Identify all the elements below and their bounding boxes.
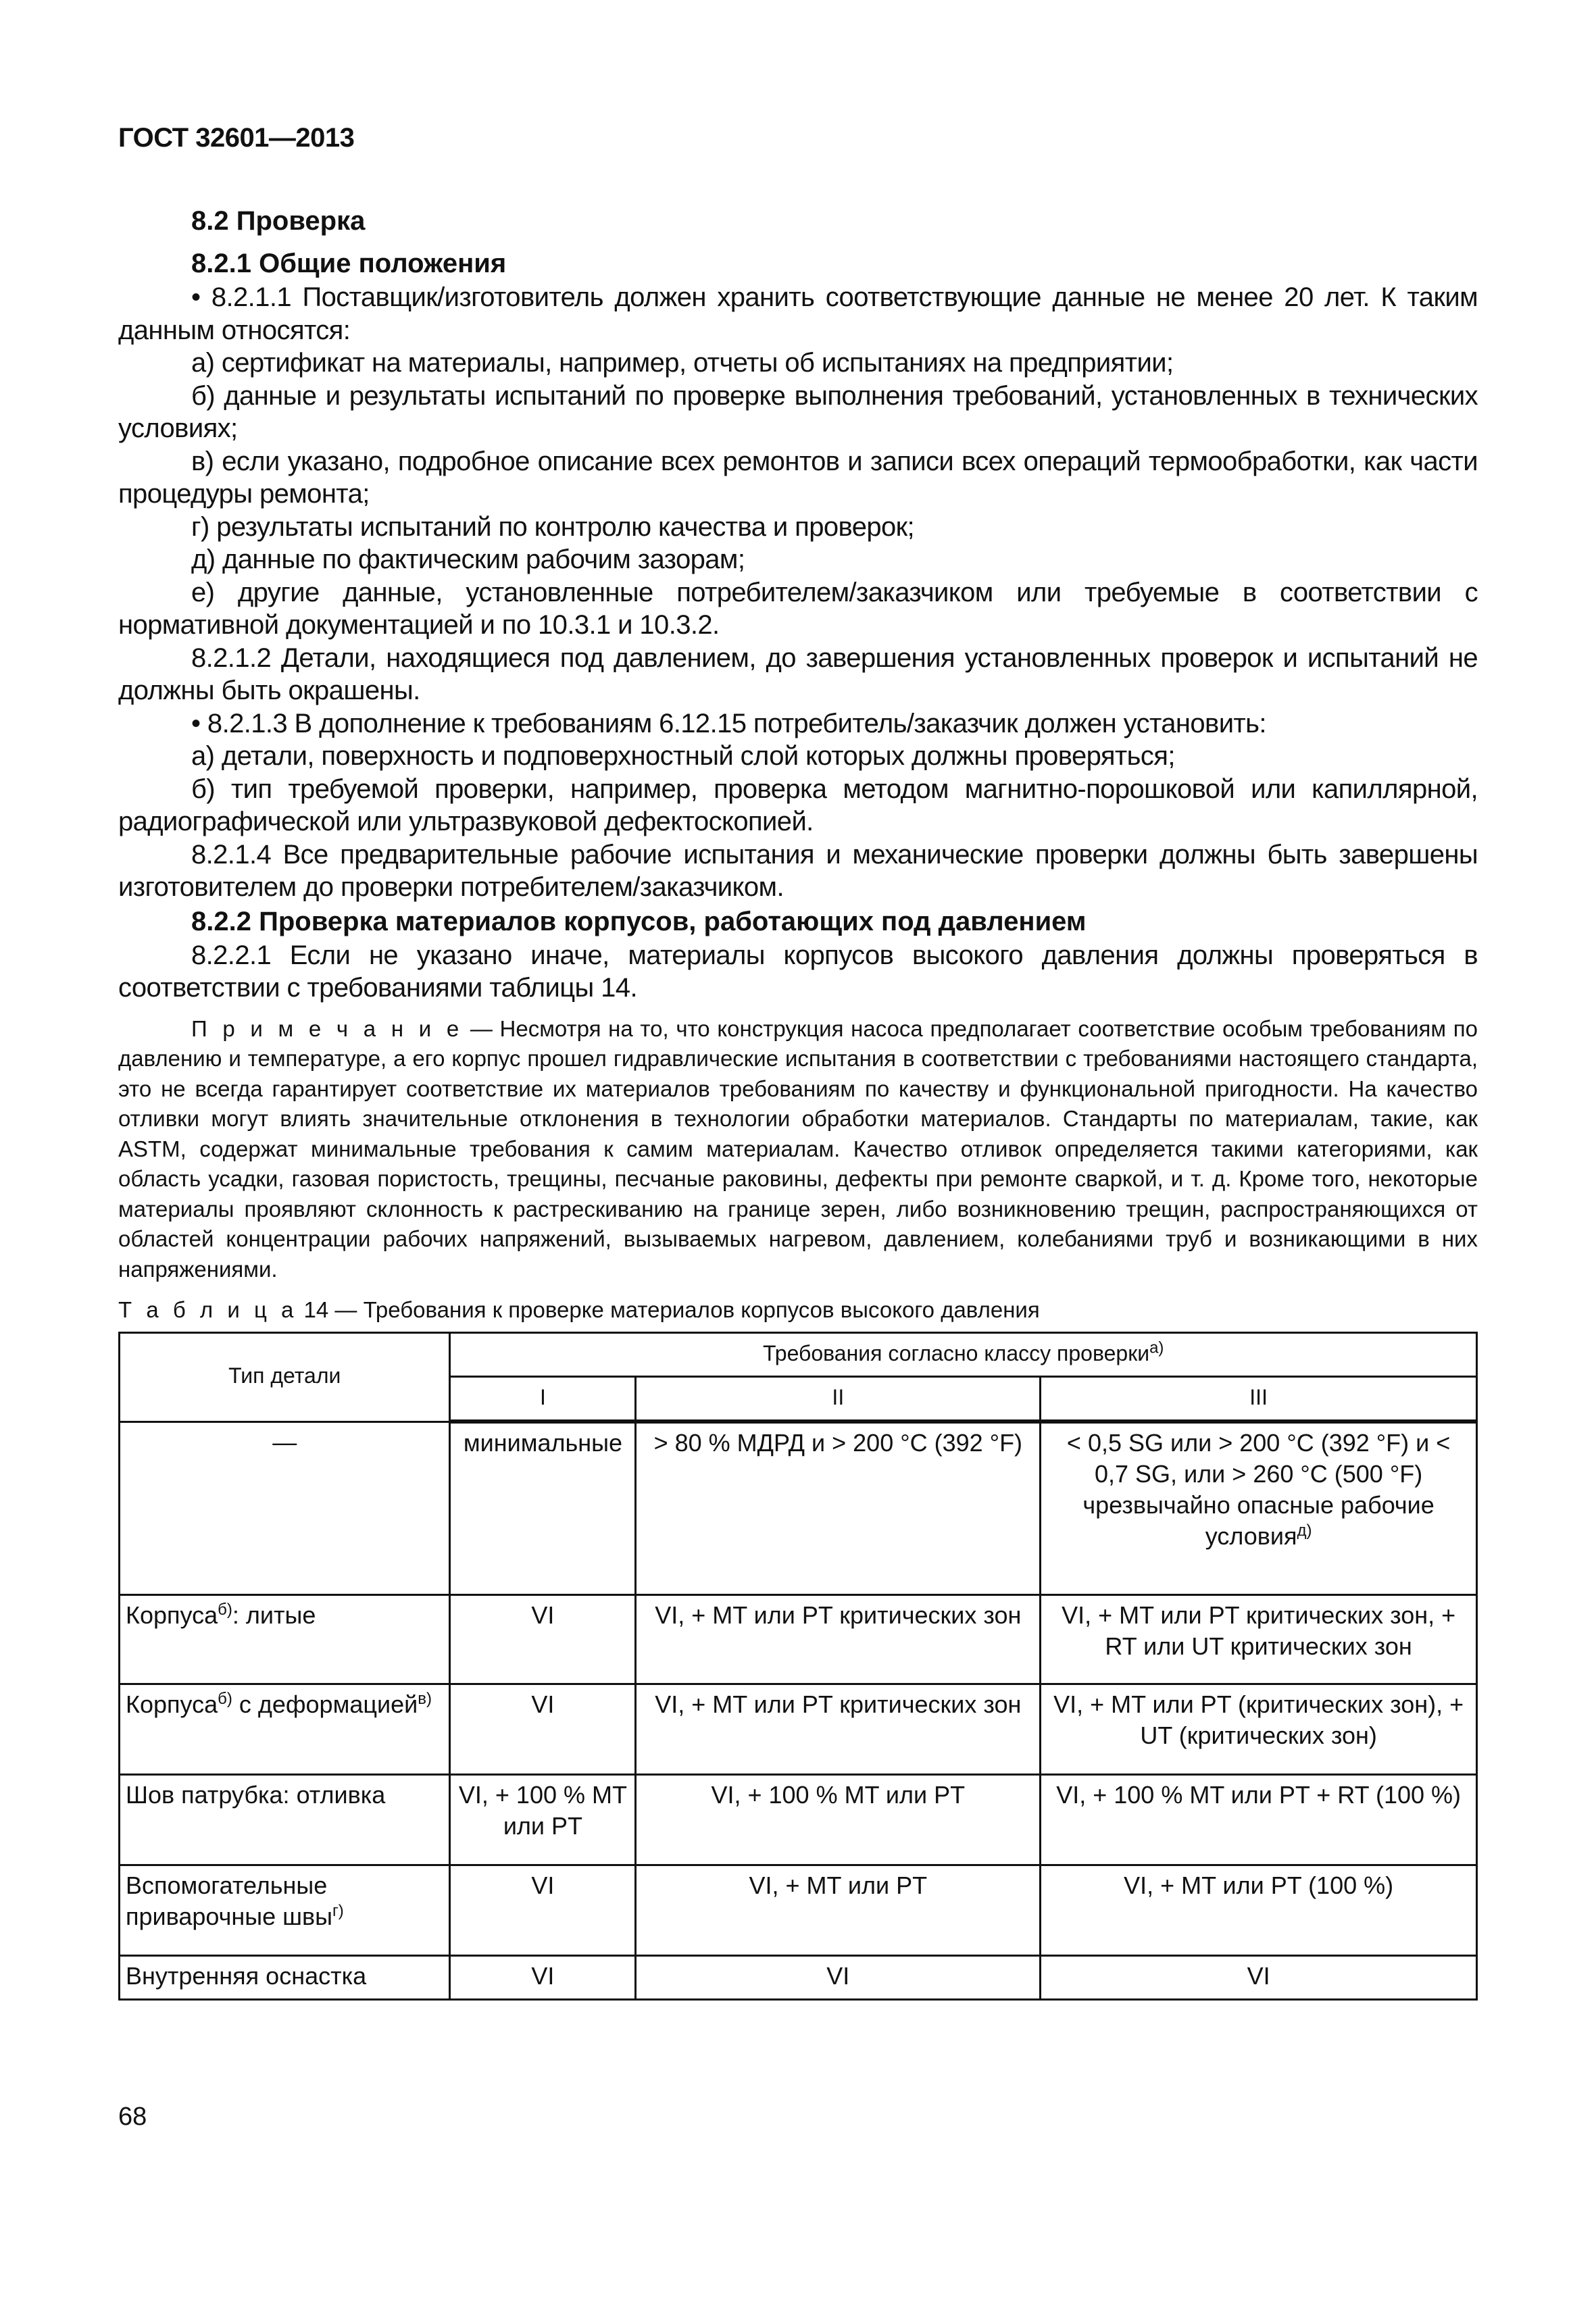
cell-class-1: VI (450, 1955, 636, 1999)
cell-footnote: в) (418, 1689, 432, 1708)
paragraph-8-2-1-2: 8.2.1.2 Детали, находящиеся под давлением, до завершения установленных проверок и испытаний не должны быть окрашены. (118, 643, 1478, 705)
cell-class-3: VI (1041, 1955, 1477, 1999)
cell-class-3: VI, + MT или PT (100 %) (1041, 1865, 1477, 1955)
table-caption-text: 14 — Требования к проверке материалов корпусов высокого давления (297, 1297, 1040, 1322)
table-row (120, 1684, 1477, 1774)
table-row (120, 1594, 1477, 1684)
cell-class-3: VI, + 100 % MT или PT + RT (100 %) (1041, 1774, 1477, 1865)
paragraph-8-2-1-3: • 8.2.1.3 В дополнение к требованиям 6.12.15 потребитель/заказчик должен установить: (191, 708, 1266, 738)
cell-footnote: д) (1297, 1521, 1312, 1540)
header-class-3: III (1041, 1377, 1477, 1422)
cell-class-1: VI, + 100 % MT или PT (450, 1774, 636, 1865)
note-label: П р и м е ч а н и е (191, 1015, 464, 1041)
header-class-2: II (636, 1377, 1041, 1422)
paragraph-8-2-2-1: 8.2.2.1 Если не указано иначе, материалы корпусов высокого давления должны проверяться в соответствии с требованиями таблицы 14. (118, 940, 1478, 1003)
standard-header: ГОСТ 32601—2013 (118, 123, 355, 153)
table-caption-label: Т а б л и ц а (118, 1297, 298, 1322)
table-header-row (120, 1333, 1477, 1377)
cell-class-1: VI (450, 1594, 636, 1684)
cell-part: — (120, 1422, 450, 1594)
note-paragraph (118, 1014, 1478, 1285)
table-row (120, 1865, 1477, 1955)
table-row (120, 1774, 1477, 1865)
cell-class-1: минимальные (450, 1422, 636, 1594)
subsection-title-general: 8.2.1 Общие положения (191, 249, 507, 278)
cell-class-2: VI, + MT или PT критических зон (636, 1684, 1041, 1774)
subsection-title-materials: 8.2.2 Проверка материалов корпусов, работающих под давлением (191, 906, 1087, 936)
cell-class-3: < 0,5 SG или > 200 °C (392 °F) и < 0,7 SG, или > 260 °C (500 °F) чрезвычайно опасные рабочие условия$^{д)}$ (1041, 1422, 1477, 1594)
paragraph-8-2-1-4: 8.2.1.4 Все предварительные рабочие испытания и механические проверки должны быть завершены изготовителем до проверки потребителем/заказчиком. (118, 839, 1478, 902)
requirements-table (118, 1332, 1478, 2001)
cell-part: Корпуса$^{б)}$: литые (120, 1594, 450, 1684)
table-row (120, 1955, 1477, 1999)
cell-class-2: > 80 % МДРД и > 200 °C (392 °F) (636, 1422, 1041, 1594)
section-title: 8.2 Проверка (191, 206, 366, 236)
list-item-b-2: б) тип требуемой проверки, например, проверка методом магнитно-порошковой или капиллярной, радиографической или ультразвуковой дефектоскопией. (118, 774, 1478, 836)
list-item-d: д) данные по фактическим рабочим зазорам; (191, 545, 745, 574)
list-item-a: а) сертификат на материалы, например, отчеты об испытаниях на предприятии; (191, 348, 1174, 378)
cell-class-3: VI, + MT или PT (критических зон), + UT (критических зон) (1041, 1684, 1477, 1774)
cell-class-2: VI, + 100 % MT или PT (636, 1774, 1041, 1865)
page-content (118, 201, 1478, 2001)
list-item-g: г) результаты испытаний по контролю качества и проверок; (191, 511, 915, 542)
cell-part: Корпуса$^{б)}$ с деформацией$^{в)}$ (120, 1684, 450, 1774)
note-text: — Несмотря на то, что конструкция насоса предполагает соответствие особым требованиям по давлению и температуре, а его корпус прошел гидравлические испытания в соответствии с требованиями настоящего стандарта, это не всегда гарантирует соответствие их материалов требованиям по качеству и функциональной пригодности. На качество отливки могут влиять значительные отклонения в технологии обработки материалов. Стандарты по материалам, такие, как ASTM, содержат минимальные требования к самим материалам. Качество отливок определяется такими категориями, как область усадки, газовая пористость, трещины, песчаные раковины, дефекты при ремонте сваркой, и т. д. Кроме того, некоторые материалы проявляют склонность к растрескиванию на границе зерен, либо возникновению трещин, распространяющихся от областей концентрации рабочих напряжений, вызываемых нагревом, давлением, колебаниями труб и возникающими в них напряжениями. (118, 1015, 1478, 1282)
list-item-v: в) если указано, подробное описание всех ремонтов и записи всех операций термообработки, как части процедуры ремонта; (118, 446, 1478, 509)
header-requirements-footnote: а) (1149, 1338, 1164, 1357)
cell-part: Вспомогательные приварочные швы$^{г)}$ (120, 1865, 450, 1955)
list-item-e: е) другие данные, установленные потребителем/заказчиком или требуемые в соответствии с нормативной документацией и по 10.3.1 и 10.3.2. (118, 577, 1478, 640)
header-requirements: Требования согласно классу проверки$^{а)}$ (450, 1333, 1477, 1377)
cell-class-2: VI, + MT или PT (636, 1865, 1041, 1955)
cell-footnote: г) (332, 1901, 344, 1920)
header-part-type: Тип детали (120, 1333, 450, 1422)
paragraph-8-2-1-1: • 8.2.1.1 Поставщик/изготовитель должен хранить соответствующие данные не менее 20 лет. К таким данным относятся: (118, 282, 1478, 345)
list-item-b: б) данные и результаты испытаний по проверке выполнения требований, установленных в технических условиях; (118, 380, 1478, 443)
cell-class-1: VI (450, 1684, 636, 1774)
cell-class-2: VI, + MT или PT критических зон (636, 1594, 1041, 1684)
list-item-a-2: а) детали, поверхность и подповерхностный слой которых должны проверяться; (191, 741, 1175, 771)
cell-class-1: VI (450, 1865, 636, 1955)
cell-part: Внутренняя оснастка (120, 1955, 450, 1999)
header-class-1: I (450, 1377, 636, 1422)
cell-footnote: б) (218, 1600, 232, 1619)
cell-footnote: б) (218, 1689, 232, 1708)
table-row (120, 1422, 1477, 1594)
page-number: 68 (118, 2103, 147, 2131)
cell-class-2: VI (636, 1955, 1041, 1999)
cell-part: Шов патрубка: отливка (120, 1774, 450, 1865)
table-caption (118, 1295, 1478, 1325)
cell-class-3: VI, + MT или PT критических зон, + RT или UT критических зон (1041, 1594, 1477, 1684)
